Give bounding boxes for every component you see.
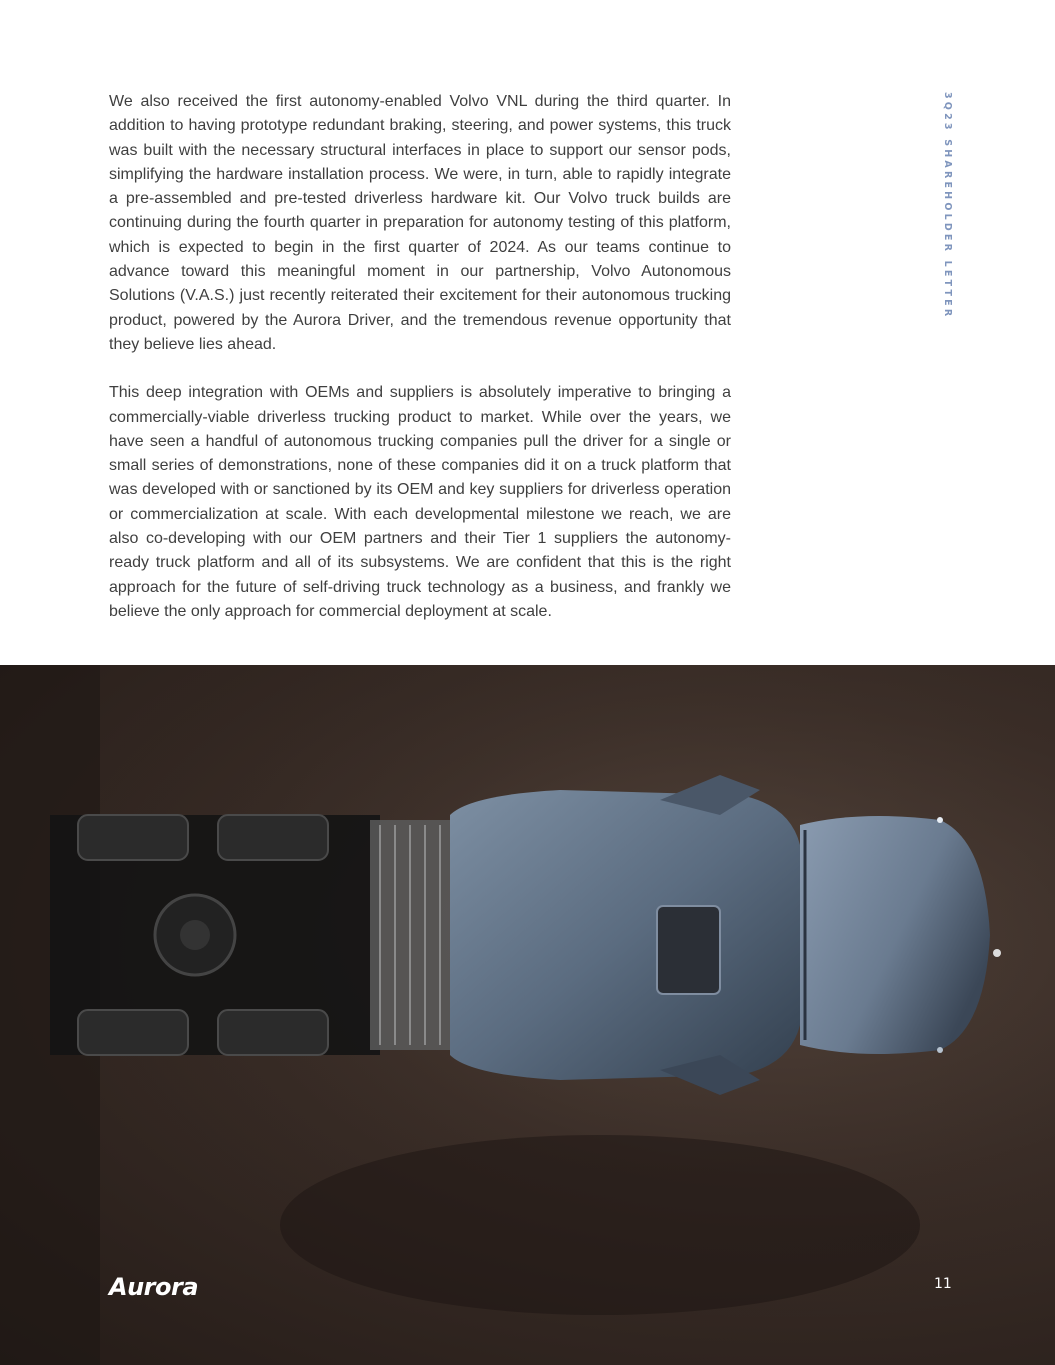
aurora-logo-text: Aurora (109, 1273, 199, 1301)
truck-illustration (0, 665, 1055, 1365)
body-text (109, 90, 731, 648)
truck-overhead-photo (0, 665, 1055, 1365)
paragraph-volvo-vnl: We also received the first autonomy-enabled Volvo VNL during the third quarter. In addition to having prototype redundant braking, steering, and power systems, this truck was built with the necessary structural interfaces in place to support our sensor pods, simplifying the hardware installation process. We were, in turn, able to rapidly integrate a pre-assembled and pre-tested driverless hardware kit. Our Volvo truck builds are continuing during the fourth quarter in preparation for autonomy testing of this platform, which is expected to begin in the first quarter of 2024. As our teams continue to advance toward this meaningful moment in our partnership, Volvo Autonomous Solutions (V.A.S.) just recently reiterated their excitement for their autonomous trucking product, powered by the Aurora Driver, and the tremendous revenue opportunity that they believe lies ahead. (109, 93, 731, 353)
aurora-logo (109, 1271, 201, 1301)
document-side-label: 3Q23 SHAREHOLDER LETTER (942, 92, 953, 320)
paragraph-oem-integration: This deep integration with OEMs and suppliers is absolutely imperative to bringing a commercially-viable driverless trucking product to market. While over the years, we have seen a handful of autonomous trucking companies pull the driver for a single or small series of demonstrations, none of these companies did it on a truck platform that was developed with or sanctioned by its OEM and key suppliers for driverless operation or commercialization at scale. With each developmental milestone we reach, we are also co-developing with our OEM partners and their Tier 1 suppliers the autonomy-ready truck platform and all of its subsystems. We are confident that this is the right approach for the future of self-driving truck technology as a business, and frankly we believe the only approach for commercial deployment at scale. (109, 384, 731, 620)
page-number: 11 (934, 1276, 952, 1292)
